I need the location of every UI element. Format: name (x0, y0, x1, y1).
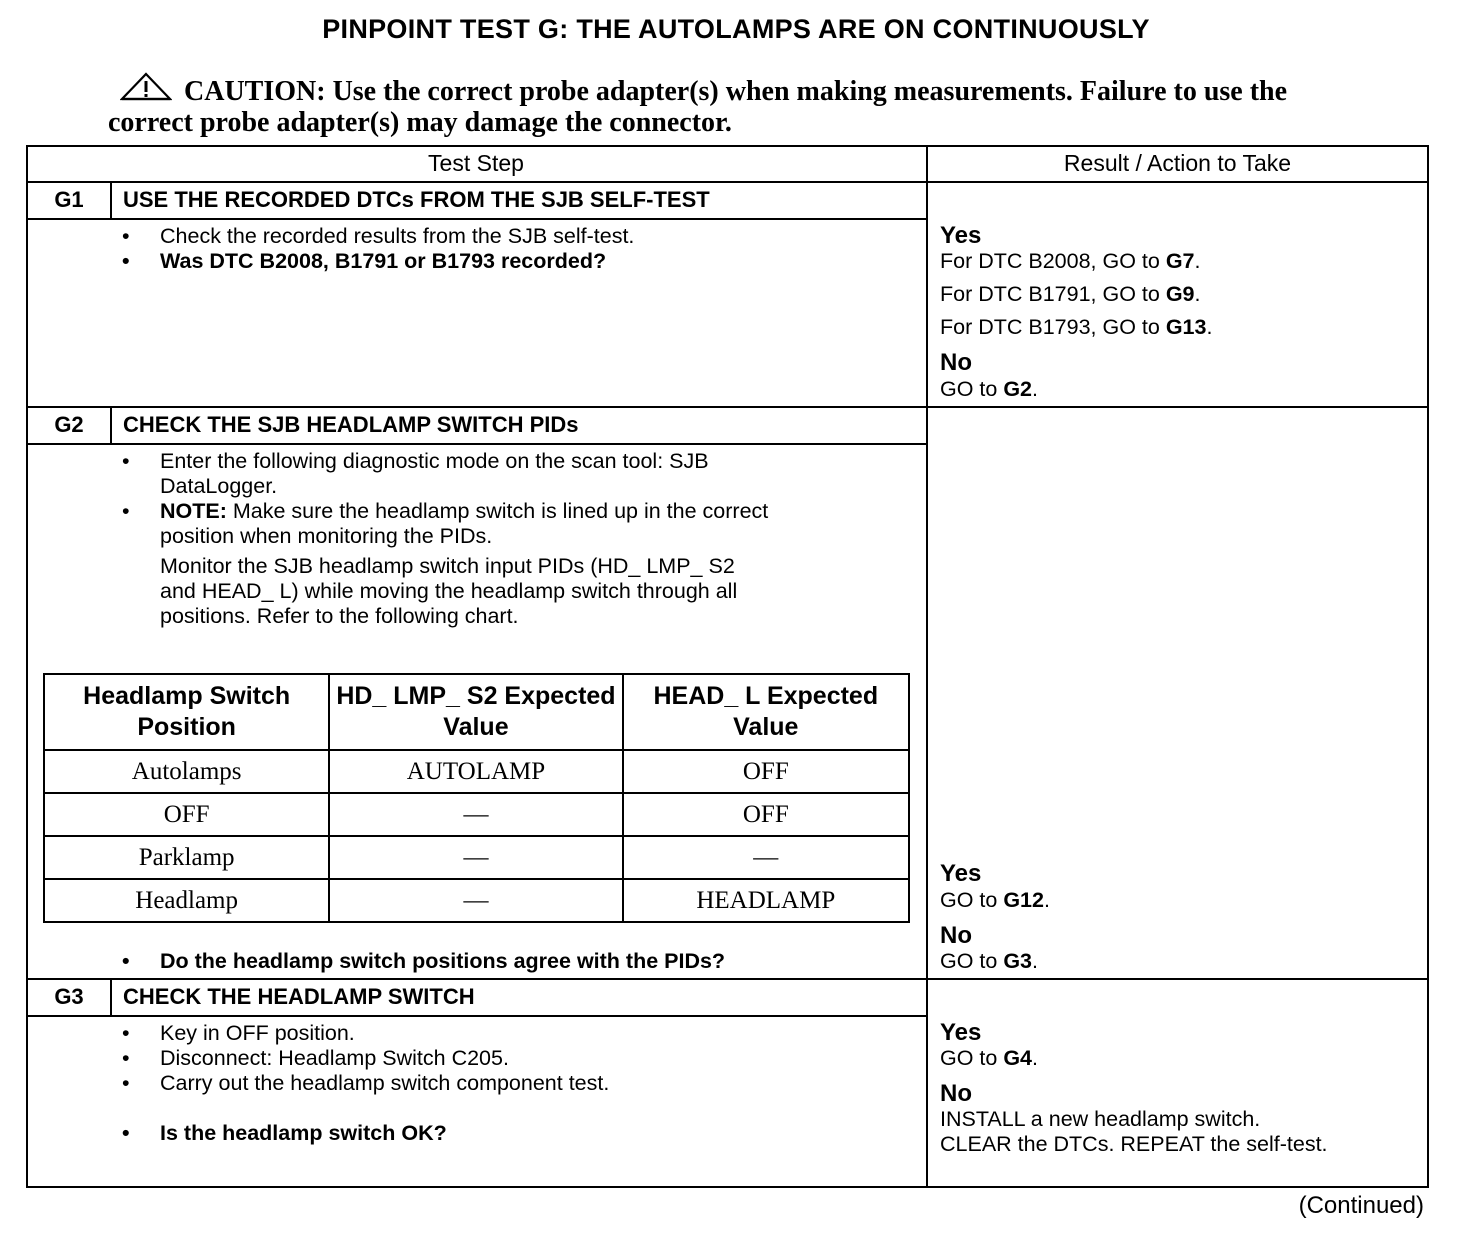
step-g1-question: • Was DTC B2008, B1791 or B1793 recorded? (122, 249, 607, 273)
table-row (44, 836, 909, 879)
g3-no-line: INSTALL a new headlamp switch. CLEAR the DTCs. REPEAT the self-test. (940, 1107, 1328, 1156)
warning-triangle-icon (120, 72, 172, 102)
table-cell: OFF (623, 750, 909, 793)
caution-notice (108, 72, 1368, 138)
step-g3-bullet: • Carry out the headlamp switch component test. (122, 1071, 610, 1095)
table-row (44, 793, 909, 836)
column-header: HD_ LMP_ S2 Expected Value (329, 674, 622, 750)
step-g3-bullet: • Disconnect: Headlamp Switch C205. (122, 1046, 509, 1070)
table-cell: — (329, 836, 622, 879)
table-cell: AUTOLAMP (329, 750, 622, 793)
step-g2-id: G2 (54, 412, 84, 437)
table-header-row (44, 674, 909, 750)
step-g3-title: CHECK THE HEADLAMP SWITCH (123, 984, 475, 1009)
g1-no-label: No (940, 349, 972, 376)
g2-yes-label: Yes (940, 860, 982, 887)
g3-yes-label: Yes (940, 1019, 982, 1046)
table-row (44, 879, 909, 922)
table-cell: — (329, 879, 622, 922)
g2-yes-line: GO to G12. (940, 888, 1050, 912)
column-header: Headlamp Switch Position (44, 674, 329, 750)
table-cell: Headlamp (44, 879, 329, 922)
table-cell: Autolamps (44, 750, 329, 793)
step-g2-question: • Do the headlamp switch positions agree with the PIDs? (122, 949, 726, 973)
column-header: HEAD_ L Expected Value (623, 674, 909, 750)
table-cell: HEADLAMP (623, 879, 909, 922)
table-cell: OFF (623, 793, 909, 836)
step-g2-bullet: • Enter the following diagnostic mode on the scan tool: SJB DataLogger. (122, 449, 709, 498)
header-result-action: Result / Action to Take (1063, 150, 1292, 176)
g3-yes-line: GO to G4. (940, 1046, 1038, 1070)
g1-yes-label: Yes (940, 222, 982, 249)
step-g1-id: G1 (54, 187, 84, 212)
continued-label: (Continued) (1298, 1192, 1424, 1219)
g1-yes-line: For DTC B2008, GO to G7. (940, 249, 1201, 273)
g1-no-line: GO to G2. (940, 377, 1038, 401)
table-cell: — (329, 793, 622, 836)
g1-yes-line: For DTC B1793, GO to G13. (940, 315, 1213, 339)
table-row (44, 750, 909, 793)
step-g3-bullet: • Key in OFF position. (122, 1021, 355, 1045)
g1-yes-line: For DTC B1791, GO to G9. (940, 282, 1201, 306)
step-g3-question: • Is the headlamp switch OK? (122, 1121, 447, 1145)
step-g1-bullet: • Check the recorded results from the SJB self-test. (122, 224, 635, 248)
table-cell: Parklamp (44, 836, 329, 879)
pid-expected-values-table (43, 673, 910, 923)
step-g2-title: CHECK THE SJB HEADLAMP SWITCH PIDs (123, 412, 579, 437)
table-cell: OFF (44, 793, 329, 836)
step-g2-monitor-text: Monitor the SJB headlamp switch input PIDs (HD_ LMP_ S2 and HEAD_ L) while moving the headlamp switch through all positions. Refer to the following chart. (160, 554, 738, 628)
step-g2-note: • NOTE: Make sure the headlamp switch is lined up in the correct position when monitoring the PIDs. (122, 499, 769, 548)
table-cell: — (623, 836, 909, 879)
g2-no-label: No (940, 922, 972, 949)
step-g1-title: USE THE RECORDED DTCs FROM THE SJB SELF-TEST (123, 187, 710, 212)
step-g3-id: G3 (54, 984, 84, 1009)
page-title: PINPOINT TEST G: THE AUTOLAMPS ARE ON CONTINUOUSLY (322, 14, 1150, 44)
g2-no-line: GO to G3. (940, 949, 1038, 973)
header-test-step: Test Step (428, 150, 524, 176)
g3-no-label: No (940, 1080, 972, 1107)
caution-text: Use the correct probe adapter(s) when making measurements. Failure to use the correct probe adapter(s) may damage the connector. (108, 76, 1288, 138)
caution-label: CAUTION: (184, 76, 326, 107)
